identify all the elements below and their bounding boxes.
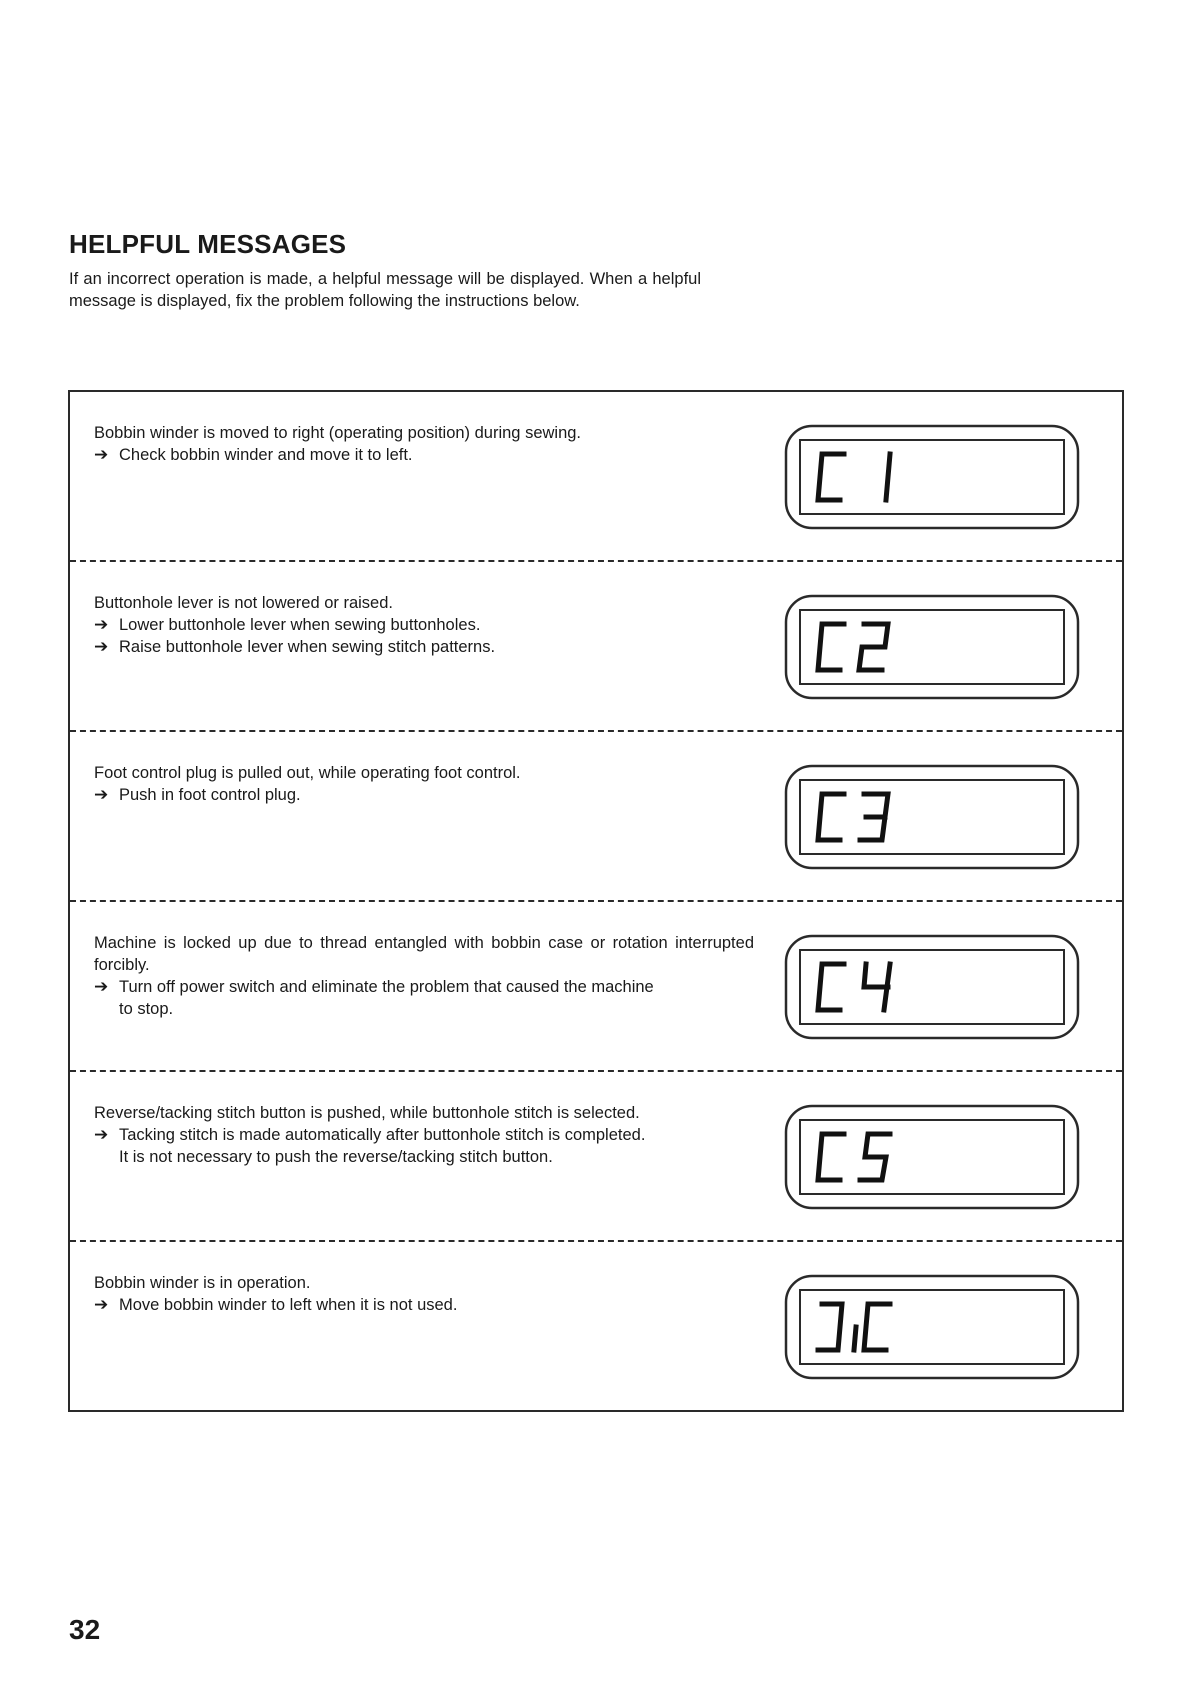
remedy-text: Lower buttonhole lever when sewing buttonholes.: [119, 616, 481, 634]
cause-text: Bobbin winder is in operation.: [94, 1274, 311, 1292]
lcd-display-jc: [784, 1274, 1080, 1380]
remedy-continuation: It is not necessary to push the reverse/tacking stitch button.: [119, 1148, 553, 1166]
lcd-frame-icon: [784, 1274, 1080, 1380]
message-text: [94, 932, 754, 1020]
lcd-frame-icon: [784, 1104, 1080, 1210]
lcd-display-c3: [784, 764, 1080, 870]
lcd-frame-icon: [784, 594, 1080, 700]
right-arrow-icon: ➔: [94, 785, 109, 804]
right-arrow-icon: ➔: [94, 615, 109, 634]
message-row-c1: [70, 392, 1122, 562]
right-arrow-icon: ➔: [94, 977, 109, 996]
lcd-display-c2: [784, 594, 1080, 700]
message-text: [94, 592, 754, 658]
lcd-display-c1: [784, 424, 1080, 530]
remedy-line: [94, 976, 754, 998]
remedy-line: [94, 1294, 754, 1316]
message-row-c4: [70, 902, 1122, 1072]
remedy-line: [94, 444, 754, 466]
remedy-text: Push in foot control plug.: [119, 786, 301, 804]
lcd-frame-icon: [784, 424, 1080, 530]
remedy-text: Check bobbin winder and move it to left.: [119, 446, 413, 464]
remedy-line: [94, 1124, 754, 1146]
remedy-line: [94, 614, 754, 636]
right-arrow-icon: ➔: [94, 637, 109, 656]
remedy-line: [94, 636, 754, 658]
right-arrow-icon: ➔: [94, 1295, 109, 1314]
message-text: [94, 1272, 754, 1316]
lcd-display-c4: [784, 934, 1080, 1040]
message-text: [94, 1102, 754, 1168]
message-row-c3: [70, 732, 1122, 902]
message-text: [94, 422, 754, 466]
cause-text: Reverse/tacking stitch button is pushed, while buttonhole stitch is selected.: [94, 1104, 640, 1122]
message-row-c5: [70, 1072, 1122, 1242]
lcd-display-c5: [784, 1104, 1080, 1210]
remedy-line: [94, 784, 754, 806]
page-title: HELPFUL MESSAGES: [69, 229, 347, 259]
remedy-text: Move bobbin winder to left when it is not used.: [119, 1296, 458, 1314]
right-arrow-icon: ➔: [94, 1125, 109, 1144]
message-row-jc: [70, 1242, 1122, 1412]
remedy-text: Raise buttonhole lever when sewing stitch patterns.: [119, 638, 496, 656]
cause-text: Machine is locked up due to thread entangled with bobbin case or rotation interrupted forcibly.: [94, 934, 754, 974]
cause-text: Bobbin winder is moved to right (operating position) during sewing.: [94, 424, 582, 442]
remedy-text: Tacking stitch is made automatically after buttonhole stitch is completed.: [119, 1126, 646, 1144]
page-number: 32: [69, 1614, 101, 1645]
message-text: [94, 762, 754, 806]
lcd-frame-icon: [784, 764, 1080, 870]
right-arrow-icon: ➔: [94, 445, 109, 464]
messages-table: [68, 390, 1124, 1412]
cause-text: Buttonhole lever is not lowered or raised.: [94, 594, 393, 612]
cause-text: Foot control plug is pulled out, while operating foot control.: [94, 764, 521, 782]
remedy-continuation: to stop.: [119, 1000, 174, 1018]
remedy-text: Turn off power switch and eliminate the problem that caused the machine: [119, 978, 654, 996]
intro-paragraph: If an incorrect operation is made, a helpful message will be displayed. When a helpful message is displayed, fix the problem following the instructions below.: [69, 270, 701, 310]
message-row-c2: [70, 562, 1122, 732]
lcd-frame-icon: [784, 934, 1080, 1040]
